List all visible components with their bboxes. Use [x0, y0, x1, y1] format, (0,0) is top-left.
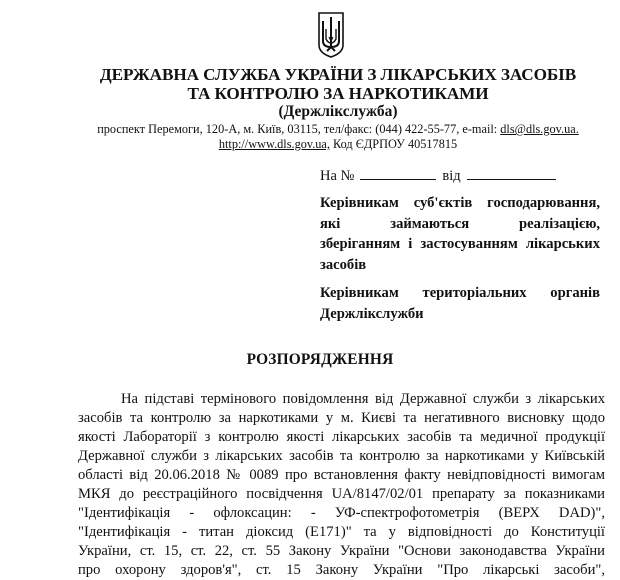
body-line: про охорону здоров'я", ст. 15 Закону України "Про лікарські засоби",: [78, 562, 605, 578]
reference-line: [320, 166, 556, 185]
body-line: МКЯ до реєстраційного посвідчення UA/8147/02/01 препарату за показниками: [78, 486, 605, 502]
org-name-line-2: ТА КОНТРОЛЮ ЗА НАРКОТИКАМИ: [187, 84, 489, 103]
reference-number-label: На №: [320, 168, 355, 184]
addressee-line: засобів: [320, 256, 367, 273]
org-contacts: [0, 137, 620, 152]
address-text: проспект Перемоги, 120-А, м. Київ, 03115, тел/факс: (044) 422-55-77, e-mail:: [97, 122, 501, 136]
email-link[interactable]: dls@dls.gov.ua.: [500, 122, 579, 136]
addressee-territorial-bodies: [320, 283, 600, 324]
body-line: Державної служби з лікарських засобів та контролю за наркотиками у Київській: [78, 448, 605, 464]
body-line: засобів та контролю за наркотиками у м. Києві та негативного висновку щодо: [78, 410, 605, 426]
website-link[interactable]: http://www.dls.gov.ua,: [218, 137, 330, 151]
org-address: [0, 122, 620, 137]
addressee-line: Держлікслужби: [320, 305, 424, 322]
reference-date-blank: [467, 166, 556, 180]
addressee-business-entities: [320, 193, 600, 275]
coat-of-arms-trident-icon: [317, 11, 345, 59]
addressee-line: які займаються реалізацією,: [320, 215, 600, 232]
body-line: "Ідентифікація - офлоксацин: - УФ-спектрофотометрія (ВЕРХ DAD)",: [78, 505, 605, 521]
addressee-line: Керівникам територіальних органів: [320, 285, 600, 301]
body-paragraph: [78, 390, 605, 580]
reference-number-blank: [360, 166, 436, 180]
body-line: якості Лабораторії з контролю якості лікарських засобів та медичної продукції: [78, 429, 605, 445]
org-name-line-1: ДЕРЖАВНА СЛУЖБА УКРАЇНИ З ЛІКАРСЬКИХ ЗАСОБІВ: [99, 65, 577, 84]
org-short-name: (Держлікслужба): [278, 103, 398, 120]
addressee-line: Керівникам суб'єктів господарювання,: [320, 195, 600, 211]
body-line: області від 20.06.2018 № 0089 про встановлення факту невідповідності вимогам: [78, 467, 605, 483]
reference-date-label: від: [442, 168, 461, 184]
body-line: На підставі термінового повідомлення від Державної служби з лікарських: [121, 391, 605, 407]
edrpou-code: Код ЄДРПОУ 40517815: [329, 137, 458, 151]
document-type-heading: РОЗПОРЯДЖЕННЯ: [246, 351, 394, 368]
addressee-line: зберіганням і застосуванням лікарських: [320, 236, 600, 252]
body-line: "Ідентифікація - титан діоксид (Е171)" та у відповідності до Конституції: [78, 524, 605, 540]
body-line: України, ст. 15, ст. 22, ст. 55 Закону України "Основи законодавства України: [78, 543, 605, 559]
